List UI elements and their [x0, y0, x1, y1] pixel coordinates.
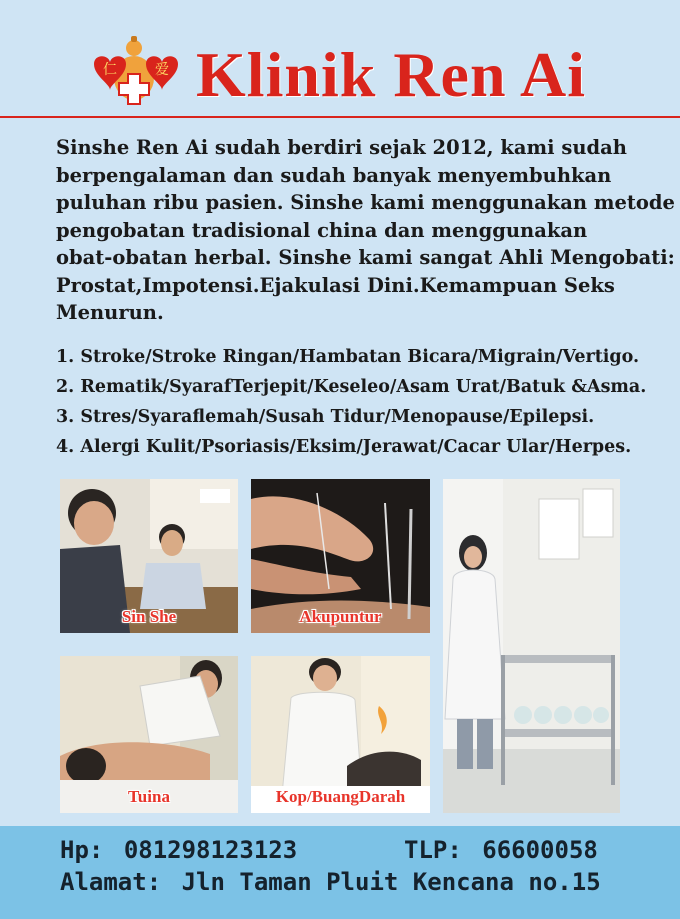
condition-item: 4. Alergi Kulit/Psoriasis/Eksim/Jerawat/Cacar Ular/Herpes. [56, 437, 632, 457]
condition-item: 2. Rematik/SyarafTerjepit/Keseleo/Asam Urat/Batuk &Asma. [56, 377, 647, 397]
hp-number: 081298123123 [123, 836, 298, 864]
address-line [60, 868, 601, 896]
condition-item: 1. Stroke/Stroke Ringan/Hambatan Bicara/Migrain/Vertigo. [56, 347, 640, 367]
landline [404, 836, 598, 864]
intro-line: Sinshe Ren Ai sudah berdiri sejak 2012, kami sudah [56, 136, 627, 159]
intro-line: Menurun. [56, 301, 164, 324]
tlp-label: TLP: [404, 836, 462, 864]
phone-line [60, 836, 297, 864]
photo-caption: Tuina [128, 787, 170, 806]
condition-item: 3. Stres/Syaraflemah/Susah Tidur/Menopause/Epilepsi. [56, 407, 595, 427]
hp-label: Hp: [60, 836, 104, 864]
photo-tuina [60, 656, 238, 813]
photo-akupuntur [251, 479, 430, 633]
clinic-title: Klinik Ren Ai [196, 39, 586, 110]
svg-text:爱: 爱 [155, 62, 169, 78]
conditions-list [56, 342, 656, 462]
intro-line: obat-obatan herbal. Sinshe kami sangat Ahli Mengobati: [56, 246, 675, 269]
photo-caption: Kop/BuangDarah [275, 787, 406, 806]
photo-clinic-staff [443, 479, 620, 813]
photo-sin-she [60, 479, 238, 633]
header [0, 0, 680, 120]
clinic-logo [88, 34, 184, 114]
intro-line: pengobatan tradisional china dan menggunakan [56, 218, 588, 242]
contact-footer [0, 826, 680, 919]
svg-text:仁: 仁 [103, 62, 117, 78]
photo-caption: Sin She [121, 607, 177, 626]
tlp-number: 66600058 [482, 836, 598, 864]
intro-text [56, 134, 675, 327]
intro-line: berpengalaman dan sudah banyak menyembuhkan [56, 163, 612, 187]
intro-line: Prostat,Impotensi.Ejakulasi Dini.Kemampuan Seks [56, 273, 615, 297]
header-divider [0, 116, 680, 118]
photo-kop-buang-darah [251, 656, 430, 813]
intro-line: puluhan ribu pasien. Sinshe kami menggunakan metode [56, 191, 675, 214]
address-label: Alamat: [60, 868, 162, 896]
photo-caption: Akupuntur [299, 607, 382, 626]
address-value: Jln Taman Pluit Kencana no.15 [181, 868, 601, 896]
